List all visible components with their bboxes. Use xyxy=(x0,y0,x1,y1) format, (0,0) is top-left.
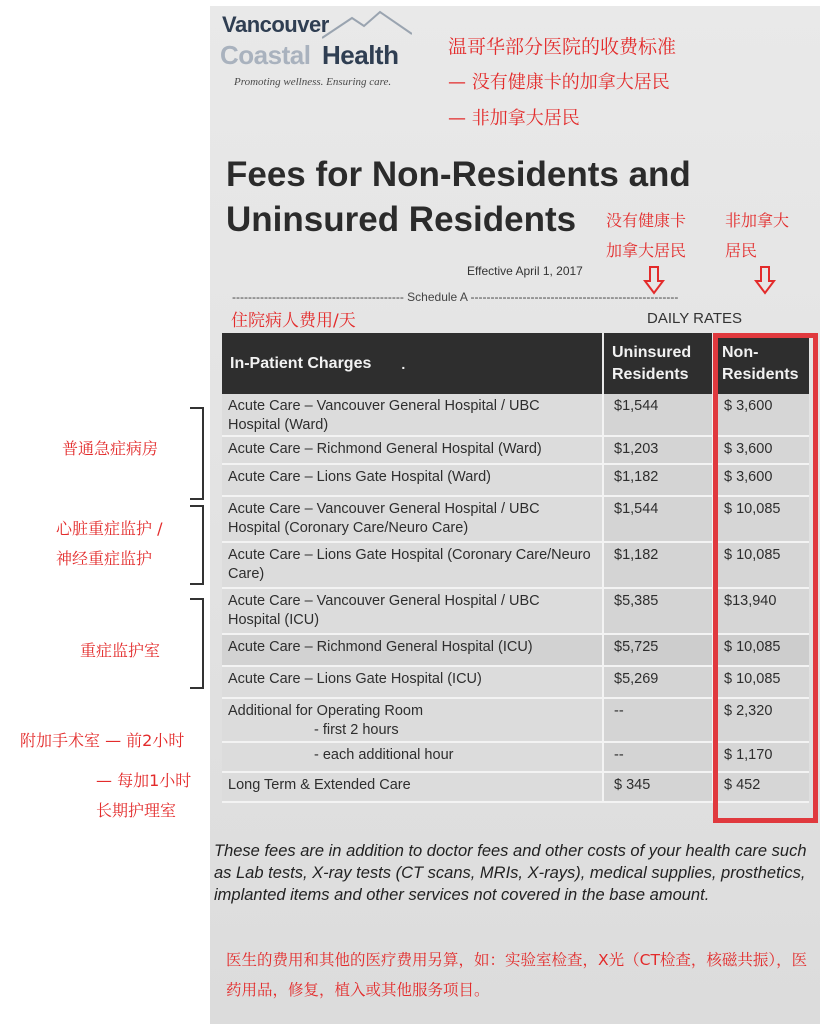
logo-coastal: Coastal xyxy=(220,40,311,70)
uninsured-cell: $5,269 xyxy=(604,667,714,697)
non-resident-cell: $ 3,600 xyxy=(714,465,809,495)
bracket-ward xyxy=(190,407,204,500)
charge-cell: Acute Care – Lions Gate Hospital (ICU) xyxy=(222,667,604,697)
annotation-col-uninsured-1: 没有健康卡 xyxy=(606,211,687,230)
bracket-coronary xyxy=(190,505,204,585)
charge-subtext: - first 2 hours xyxy=(314,722,399,738)
annotation-longterm: 长期护理室 xyxy=(96,801,177,820)
annotation-icu: 重症监护室 xyxy=(80,641,161,660)
annotation-cardio-1: 心脏重症监护 / xyxy=(56,519,163,538)
charge-subtext: - each additional hour xyxy=(314,747,454,763)
annotation-col-uninsured-2: 加拿大居民 xyxy=(606,241,687,260)
charge-cell xyxy=(222,743,604,771)
non-resident-cell: $13,940 xyxy=(714,589,809,633)
charge-cell: Acute Care – Vancouver General Hospital / UBC Hospital (ICU) xyxy=(222,589,604,633)
logo-vancouver: Vancouver xyxy=(222,12,329,37)
uninsured-cell: -- xyxy=(604,743,714,771)
uninsured-cell: $1,544 xyxy=(604,394,714,435)
non-resident-cell: $ 10,085 xyxy=(714,635,809,665)
header-in-patient-charges: In-Patient Charges . xyxy=(222,333,604,394)
annotation-cardio-2: 神经重症监护 xyxy=(56,549,153,568)
non-resident-cell: $ 1,170 xyxy=(714,743,809,771)
uninsured-cell: $5,725 xyxy=(604,635,714,665)
annotation-uninsured-legend: — 没有健康卡的加拿大居民 xyxy=(448,72,670,93)
bracket-icu xyxy=(190,598,204,689)
charge-cell: Acute Care – Lions Gate Hospital (Ward) xyxy=(222,465,604,495)
uninsured-cell: $ 345 xyxy=(604,773,714,801)
charge-cell: Acute Care – Vancouver General Hospital / UBC Hospital (Ward) xyxy=(222,394,604,435)
annotation-ward: 普通急症病房 xyxy=(62,439,159,458)
uninsured-cell: $1,182 xyxy=(604,543,714,587)
annotation-inpatient: 住院病人费用/天 xyxy=(231,311,356,331)
logo-tagline: Promoting wellness. Ensuring care. xyxy=(234,76,392,88)
vancouver-coastal-health-logo xyxy=(222,12,422,92)
non-residents-highlight-box xyxy=(713,333,818,823)
annotation-col-nonres-1: 非加拿大 xyxy=(725,211,790,230)
charge-cell: Acute Care – Richmond General Hospital (ICU) xyxy=(222,635,604,665)
uninsured-cell: $1,182 xyxy=(604,465,714,495)
non-resident-cell: $ 2,320 xyxy=(714,699,809,741)
title-line-2: Uninsured Residents xyxy=(226,200,577,239)
charge-cell xyxy=(222,699,604,741)
effective-date: Effective April 1, 2017 xyxy=(467,264,583,278)
schedule-label: ------------------------------------------- Schedule A ---------------------------------------------------- xyxy=(232,290,679,304)
uninsured-cell: $1,203 xyxy=(604,437,714,463)
uninsured-cell: $1,544 xyxy=(604,497,714,541)
charge-text: Additional for Operating Room xyxy=(228,703,424,719)
non-resident-cell: $ 10,085 xyxy=(714,667,809,697)
annotation-or-each: — 每加1小时 xyxy=(96,771,192,790)
annotation-or-first: 附加手术室 — 前2小时 xyxy=(20,731,185,750)
charge-cell: Acute Care – Lions Gate Hospital (Coronary Care/Neuro Care) xyxy=(222,543,604,587)
logo-health: Health xyxy=(322,40,399,70)
annotation-title: 温哥华部分医院的收费标准 xyxy=(448,36,677,58)
non-resident-cell: $ 452 xyxy=(714,773,809,801)
mountain-icon xyxy=(322,10,412,40)
fees-note: These fees are in addition to doctor fees and other costs of your health care such as Lab tests, X-ray tests (CT scans, MRIs, X-rays), medical supplies, prosthetics, implanted items and other services not covered in the base amount. xyxy=(214,842,807,904)
non-resident-cell: $ 3,600 xyxy=(714,394,809,435)
annotation-col-nonres-2: 居民 xyxy=(725,241,758,260)
uninsured-cell: $5,385 xyxy=(604,589,714,633)
charge-cell: Acute Care – Richmond General Hospital (Ward) xyxy=(222,437,604,463)
header-uninsured-residents: Uninsured Residents xyxy=(604,333,714,394)
non-resident-cell: $ 10,085 xyxy=(714,497,809,541)
non-resident-cell: $ 10,085 xyxy=(714,543,809,587)
annotation-nonresident-legend: — 非加拿大居民 xyxy=(448,108,580,129)
header-non-residents: Non-Residents xyxy=(714,333,809,394)
charge-cell: Long Term & Extended Care xyxy=(222,773,604,801)
daily-rates-label: DAILY RATES xyxy=(647,310,743,327)
title-line-1: Fees for Non-Residents and xyxy=(226,155,691,194)
charge-cell: Acute Care – Vancouver General Hospital / UBC Hospital (Coronary Care/Neuro Care) xyxy=(222,497,604,541)
annotation-footer: 医生的费用和其他的医疗费用另算，如：实验室检查，X光（CT检查，核磁共振），医药用品，修复，植入或其他服务项目。 xyxy=(226,951,808,999)
non-resident-cell: $ 3,600 xyxy=(714,437,809,463)
uninsured-cell: -- xyxy=(604,699,714,741)
